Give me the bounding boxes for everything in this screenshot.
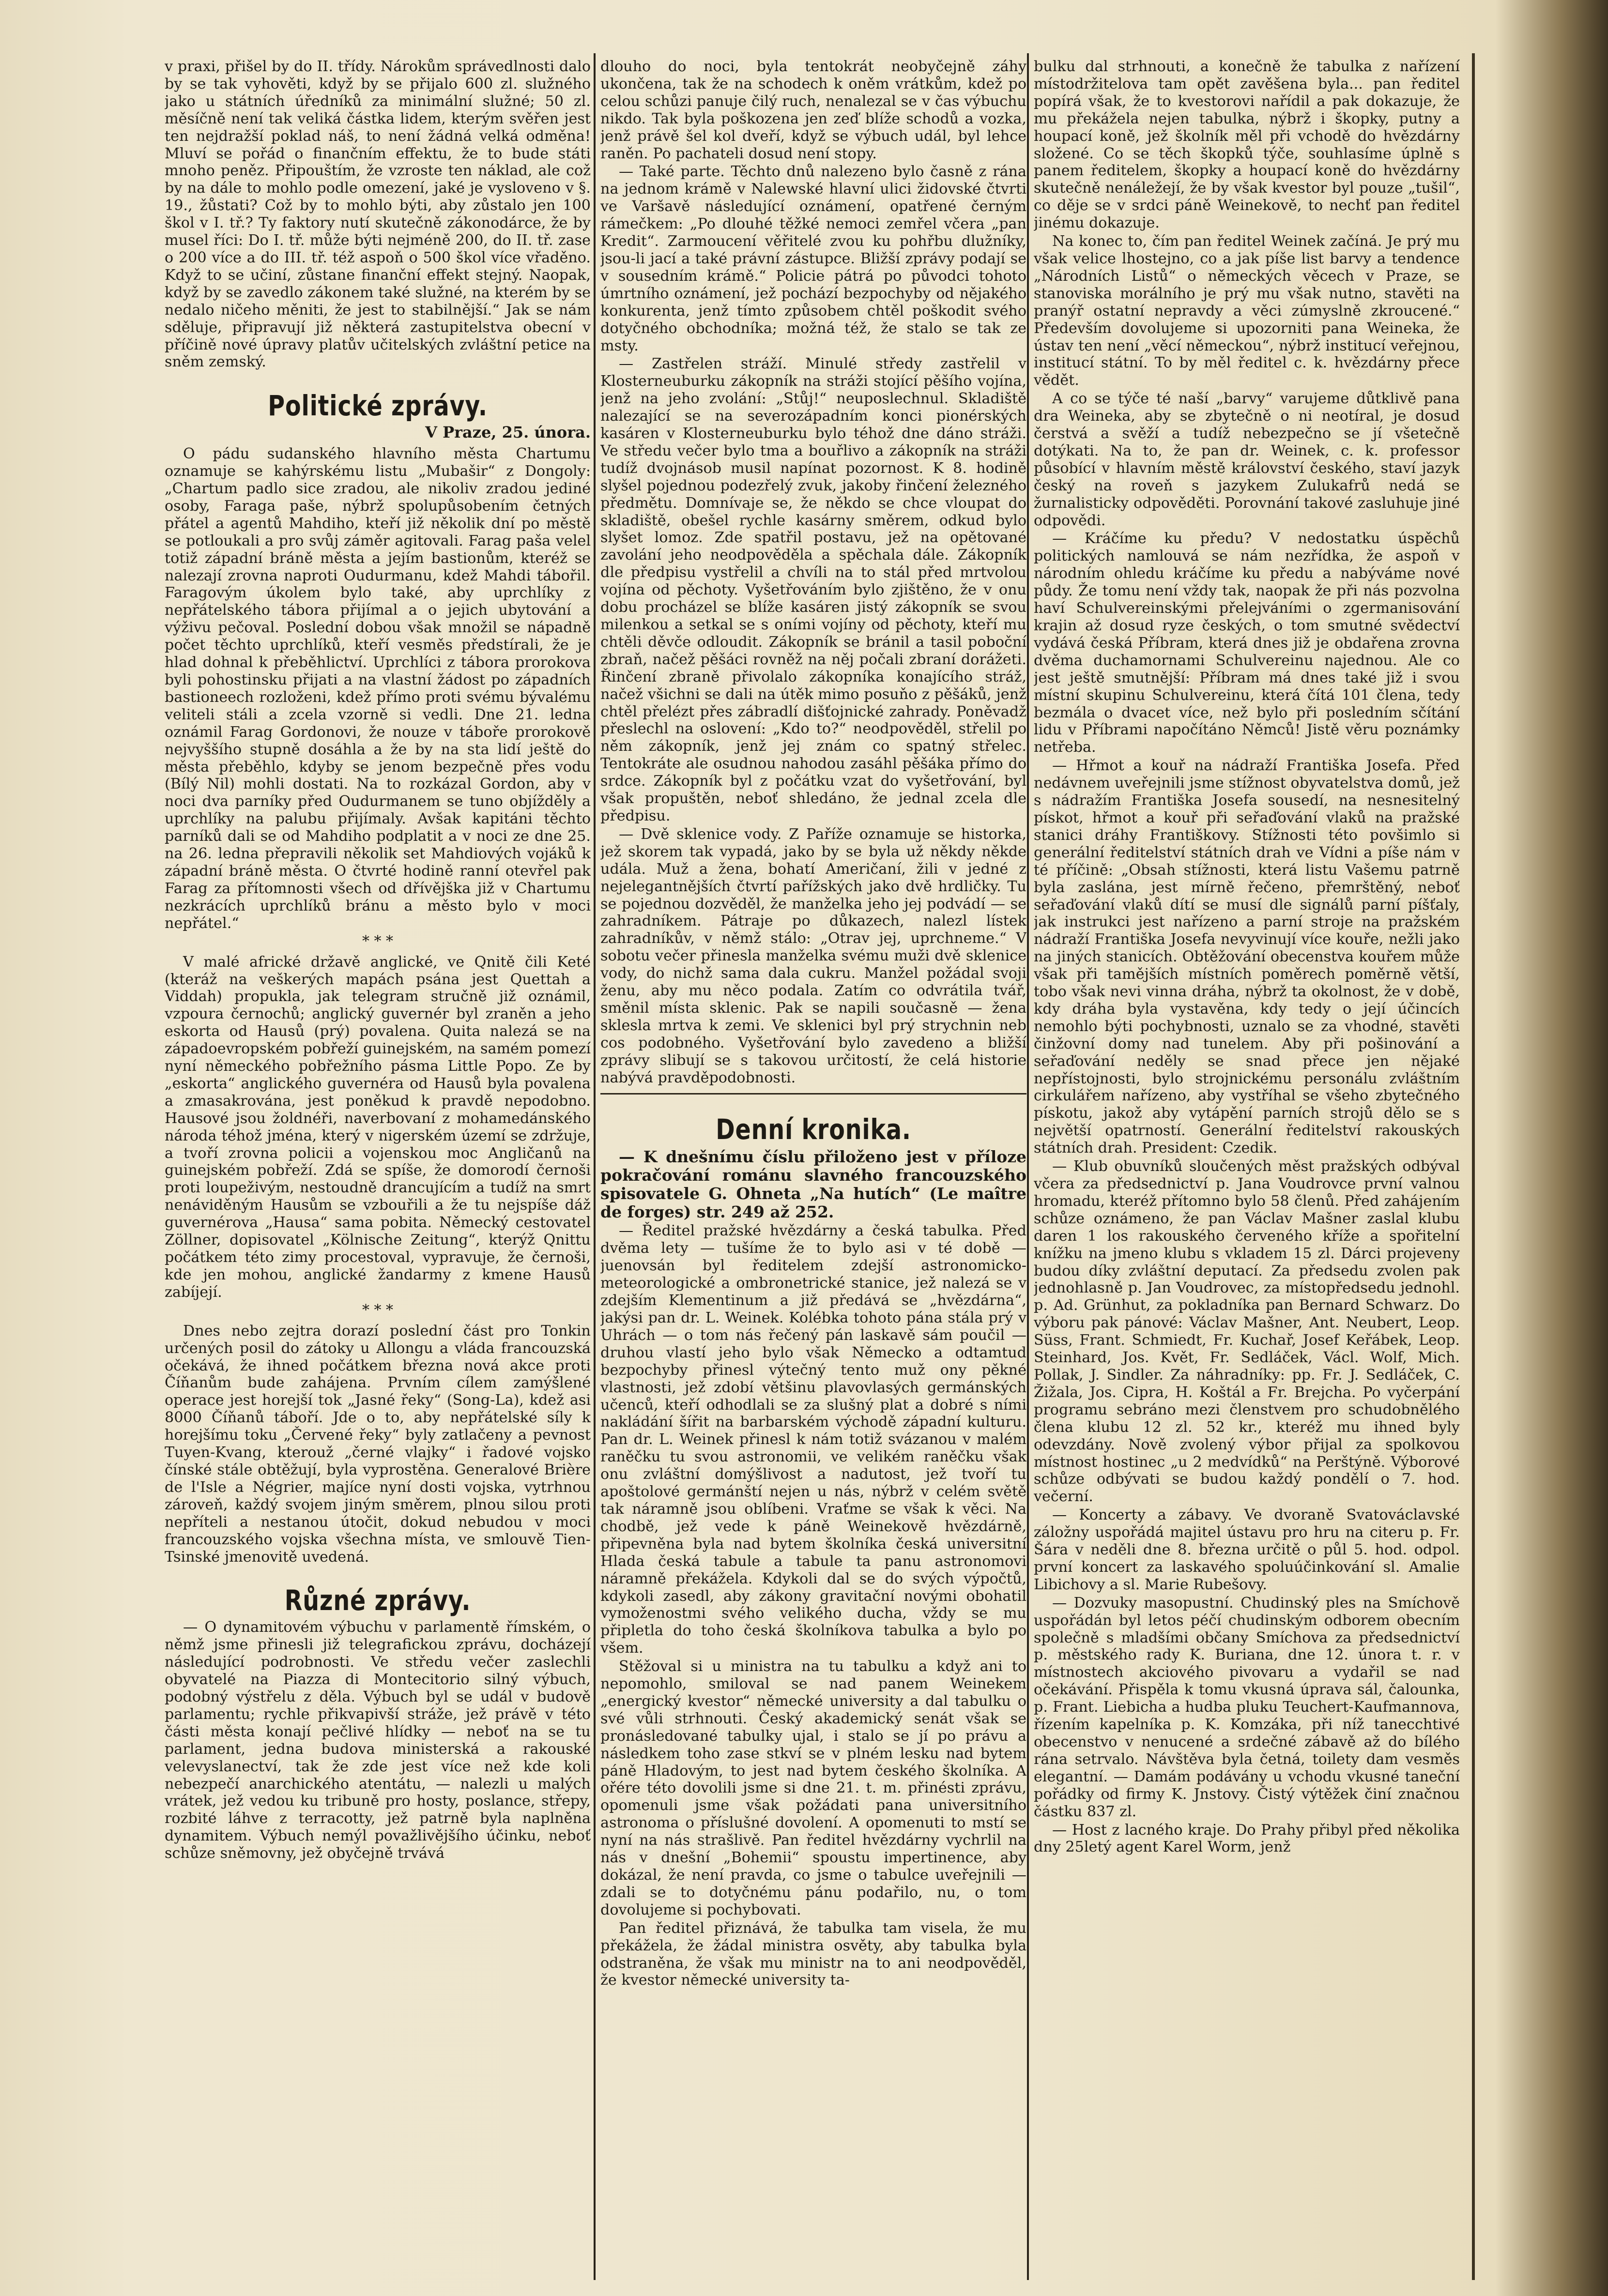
column-rule	[1027, 53, 1029, 2280]
article-paragraph: — Klub obuvníků sloučených měst pražských odbýval včera za předsednictví p. Jana Voudrovce první valnou hromadu, kteréž přítomno bylo 58 členů. Před zahájením schůze oznámeno, že pan Václav Mašner zaslal klubu daren 1 los rakouského červeného kříže a spořitelní knížku na jmeno klubu s vkladem 15 zl. Dárci projeveny budou díky zvláštní deputací. Za předsedu zvolen pak jednohlasně p. Jan Voudrovec, za místopředsedu jednohl. p. Ad. Grünhut, za pokladníka pan Bernard Schwarz. Do výboru pak pánové: Václav Mašner, Ant. Neubert, Leop. Süss, Frant. Schmiedt, Fr. Kuchař, Josef Keřábek, Leop. Steinhard, Jos. Květ, Fr. Sedláček, Václ. Wolf, Mich. Pollak, J. Sindler. Za náhradníky: pp. Fr. J. Sedláček, C. Žižala, Jos. Cipra, H. Koštál a Fr. Brejcha. Po vyčerpání programu sebráno mezi členstvem pro schudobnělého člena klubu 12 zl. 52 kr., kteréž mu ihned byly odevzdány. Nově zvolený výbor přijal za spolkovou místnost hostinec „u 2 medvídků“ na Perštýně. Výborové schůze odbývati se budou každý pondělí o 7. hod. večerní.	[1034, 1158, 1460, 1505]
section-separator-stars: * * *	[362, 932, 394, 950]
section-heading-ruzne-zpravy: Různé zprávy.	[284, 1584, 471, 1617]
article-paragraph: v praxi, přišel by do II. třídy. Nárokům správedlnosti dalo by se tak vyhověti, když by se přijalo 600 zl. služného jako u státních úředníků za minimální služné; 50 zl. měsíčně není tak veliká částka lidem, kterým svěřen jest ten nejdražší poklad náš, to není žádná velká odměna! Mluví se pořád o finančním effektu, že to bude státi mnoho peněz. Připouštím, že vzroste ten náklad, ale což by na dále to mohlo podle omezení, jaké je vysloveno v §. 19., žůstati? Což by to mohlo býti, aby zůstalo jen 100 škol v I. tř.? Ty faktory nutí skutečně zákonodárce, že by musel říci: Do I. tř. může býti nejméně 200, do II. tř. zase o 200 více a do III. tř. též aspoň o 500 škol více vřaděno. Když to se učiní, zůstane finanční effekt stejný. Naopak, když by se zavedlo zákonem také služné, na kterém by se nedalo ničeho měniti, že jest to stabilnější.“ Jak se nám sděluje, připravují již některá zastupitelstva obecní v příčině nové úpravy platův učitelských zvláštní petice na sněm zemský.	[165, 58, 591, 371]
article-paragraph: — Hřmot a kouř na nádraží Františka Josefa. Před nedávnem uveřejnili jsme stížnost obyvatelstva domů, jež s nádražím Františka Josefa sousedí, na nesnesitelný pískot, hřmot a kouř při seřaďování vlaků na pražské stanici dráhy Františkovy. Stížnosti této povšimlo si generální ředitelství státních drah ve Vídni a píše nám v té příčině: „Obsah stížnosti, která listu Vašemu patrně byla zaslána, jest mírně řečeno, přemrštěný, neboť seřaďování vlaků dítí se musí dle signálů parní píšťaly, jak instrukci jest nařízeno a parní stroje na pražském nádraží Františka Josefa nevyvinují více kouře, nežli jako na jiných stanicích. Obtěžování obecenstva kouřem může však při tamějších místních poměrech poměrně větší, tobo však nevi vinna dráha, nýbrž ta okolnost, že v době, kdy dráha byla vystavěna, kdy tedy o její účincích nemohlo býti pochybnosti, uznalo se za vhodné, stavěti činžovní domy nad tunelem. Aby při pošinování a seřaďování neděly se snad přece jen nějaké nepřístojnosti, bylo strojnickému personálu zvláštním cirkulářem nařízeno, aby vystříhal se všeho zbytečného pískotu, jakož aby vytápění parních strojů dělo se s největší opatrností. Generální ředitelství rakouských státních drah. President: Czedik.	[1034, 757, 1460, 1157]
column-rule	[594, 53, 596, 2280]
article-paragraph: — Dozvuky masopustní. Chudinský ples na Smíchově uspořádán byl letos péčí chudinským odborem obecním společně s mladšími občany Smíchova za předsednictví p. městského rady K. Buriana, dne 12. února t. r. v místnostech akciového pivovaru a vydařil se nad očekávání. Přispěla k tomu vkusná úprava sál, čalounka, p. Frant. Liebicha a hudba pluku Teuchert-Kaufmannova, řízením kapelníka p. K. Komzáka, při níž tanecchtivé obecenstvo v nenucené a srdečné zábavě až do bílého rána setrvalo. Návštěva byla četná, toilety dam vesměs elegantní. — Damám podávány u vchodu vkusné taneční pořádky od firmy K. Jnstovy. Čistý výtěžek činí značnou částku 837 zl.	[1034, 1594, 1460, 1820]
column-3	[1034, 58, 1460, 2275]
article-paragraph: — Také parte. Těchto dnů nalezeno bylo časně z rána na jednom krámě v Nalewské hlavní ulici židovské čtvrti ve Varšavě následující oznámení, opatřené černým rámečkem: „Po dlouhé těžké nemoci zemřel včera „pan Kredit“. Zarmoucení věřitelé zvou ku pohřbu dlužníky, jsou-li jací a také právní zástupce. Bližší zprávy podají se v sousedním krámě.“ Policie pátrá po původci tohoto úmrtního oznámení, jež pochází bezpochyby od nějakého konkurenta, jenž tímto způsobem chtěl poškodit svého dotyčného obchodníka; možná též, že stalo se tak ze msty.	[600, 163, 1026, 354]
article-paragraph: bulku dal strhnouti, a konečně že tabulka z nařízení místodržitelova tam opět zavěšena byla... pan ředitel popírá však, že to kvestorovi nařídil a pak dokazuje, že mu překážela nejen tabulka, nýbrž i škopky, putny a houpací koně, jež školník měl při vchodě do hvězdárny složené. Co se těch škopků týče, souhlasíme úplně s panem ředitelem, škopky a houpací koně do hvězdárny skutečně nenáležejí, že by však kvestor byl pouze „tušil“, co děje se v srdci páně Weinekově, to nechť pan ředitel jinému dokazuje.	[1034, 58, 1460, 232]
section-heading-politicke-zpravy: Politické zprávy.	[268, 389, 488, 423]
article-paragraph: — O dynamitovém výbuchu v parlamentě římském, o němž jsme přinesli již telegrafickou zprávu, docházejí následující podrobnosti. Ve středu večer zaslechli obyvatelé na Piazza di Montecitorio silný výbuch, podobný výstřelu z děla. Výbuch byl se udál v budově parlamentu; rychle přikvapivší stráže, jež právě v této části města konají pečlivé hlídky — neboť na se tu parlament, jedna budova ministerská a rakouské velevyslanectví, tak že zde jest více než kde koli nebezpečí anarchického atentátu, — nalezli u malých vrátek, jež vedou ku tribuně pro hosty, poslance, střepy, rozbité láhve z terracotty, jež patrně byla naplněna dynamitem. Výbuch nemýl považlivějšího účinku, neboť schůze sněmovny, jež obyčejně trvává	[165, 1619, 591, 1862]
article-paragraph: — Koncerty a zábavy. Ve dvoraně Svatováclavské záložny uspořádá majitel ústavu pro hru na citeru p. Fr. Šára v neděli dne 8. března určitě o půl 5. hod. odpol. první koncert za laskavého spoluúčinkování sl. Amalie Libichovy a sl. Marie Rubešovy.	[1034, 1506, 1460, 1593]
dateline: V Praze, 25. února.	[425, 423, 591, 442]
announcement-paragraph: — K dnešnímu číslu přiloženo jest v příloze pokračování románu slavného francouzského spisovatele G. Ohneta „Na hutích“ (Le maître de forges) str. 249 až 252.	[600, 1147, 1026, 1222]
article-paragraph: O pádu sudanského hlavního města Chartumu oznamuje se kahýrskému listu „Mubašir“ z Dongoly: „Chartum padlo sice zradou, ale nikoliv zradou jediné osoby, Faraga paše, nýbrž spolupůsobením četných přátel a agentů Mahdiho, kteří již několik dní po městě se potloukali a pro svůj záměr agitovali. Farag paša velel totiž západní bráně města a jejím bastionům, kteréž se nalezají zrovna naproti Oudurmanu, kdež Mahdi tábořil. Faragovým úkolem bylo také, aby uprchlíky z nepřátelského tábora přijímal a o jejich ubytování a výživu pečoval. Poslední dobou však množil se nápadně počet těchto uprchlíků, kteří vesměs předstírali, že je hlad dohnal k přeběhlictví. Uprchlíci z tábora prorokova byli pohostinsku přijati a na vlastní žádost po západních bastioneech rozloženi, kdež přímo proti svému bývalému veliteli stáli a zcela vzorně si vedli. Dne 21. ledna oznámil Farag Gordonovi, že nouze v táboře prorokově nejvyššího stupně dosáhla a že by na sta lidí ještě do města přeběhlo, kdyby se jenom bezpečně přes vodu (Bílý Nil) mohli dostati. Na to rozkázal Gordon, aby v noci dva parníky před Oudurmanem se tuno objížděly a uprchlíky na palubu přijímaly. Avšak kapitáni těchto parníků dali se od Mahdiho podplatit a v noci ze dne 25. na 26. ledna přepravili několik set Mahdiových vojáků k západní bráně města. O čtvrté hodině ranní otevřel pak Farag za přítomnosti všech od dřívějška již v Chartumu nezkrácích uprchlíků bránu a město bylo v moci nepřátel.“	[165, 445, 591, 932]
page-fold-edge	[1472, 53, 1475, 2280]
article-paragraph: Dnes nebo zejtra dorazí poslední část pro Tonkin určených posil do zátoky u Allongu a vláda francouzská očekává, že ihned počátkem března nová akce proti Číňanům bude zahájena. Prvním cílem zamýšlené operace jest horejší tok „Jasné řeky“ (Song-La), kdež asi 8000 Číňanů táboří. Jde o to, aby nepřátelské síly k horejšímu toku „Červené řeky“ byly zatlačeny a pevnost Tuyen-Kvang, kterouž „černé vlajky“ i řadové vojsko čínské stále obtěžují, byla vyprostěna. Generalové Brière de l'Isle a Négrier, majíce nyní dosti vojska, vytrhnou zároveň, každý svojem jiným směrem, plnou silou proti nepříteli a nestanou útočit, dokud nebudou v moci francouzského vojska všechna místa, ve smlouvě Tien-Tsinské jmenovitě uvedená.	[165, 1322, 591, 1566]
section-separator-stars: * * *	[362, 1301, 394, 1319]
heading-rule	[600, 1093, 1026, 1095]
column-1	[165, 58, 591, 2275]
article-paragraph: — Zastřelen stráží. Minulé středy zastřelil v Klosterneuburku zákopník na stráži stojící pěšího vojína, jenž na jeho zvolání: „Stůj!“ neuposlechnul. Skladiště nalezající se na severozápadním konci pionérských kasáren v Klosterneuburku bylo téhož dne dáno stráži. Ve středu večer bylo tma a bouřlivo a zákopník na stráži tudíž dvojnásob musil napínat pozornost. K 8. hodině slyšel pojednou podezřelý zvuk, jakoby řinčení železného předmětu. Domnívaje se, že někdo se chce vloupat do skladiště, obešel rychle kasárny směrem, odkud bylo slyšet lomoz. Zde spatřil postavu, jež na opětované zavolání jeho neodpověděla a spěchala dále. Zákopník dle předpisu vystřelil a chvíli na to stál před mrtvolou vojína od pěchoty. Vyšetřováním bylo zjištěno, že v onu dobu procházel se blíže kasáren jistý zákopník se svou milenkou a setkal se s oními vojíny od pěchoty, kteří mu chtěli děvče odloudit. Zákopník se bránil a tasil poboční zbraň, načež pěšáci rovněž na něj počali zbraní dorážeti. Řinčení zbraně přivolalo zákopníka konajícího stráž, načež všichni se dali na útěk mimo posuňo z pěšáků, jenž chtěl přelézt přes zábradlí dišťojnické zahrady. Poněvadž přeslechl na oslovení: „Kdo to?“ neodpověděl, střelil po něm zákopník, jenž jej znám co spatný střelec. Tentokráte ale osudnou nahodou zasáhl pěšáka přímo do srdce. Zákopník byl z počátku vzat do vyšetřování, byl však propuštěn, neboť shledáno, že jednal zcela dle předpisu.	[600, 355, 1026, 824]
article-paragraph: dlouho do noci, byla tentokrát neobyčejně záhy ukončena, tak že na schodech k oněm vrátkům, kdež po celou schůzi panuje čilý ruch, nenalezal se v čas výbuchu nikdo. Tak byla poškozena jen zeď blíže schodů a vozka, jenž právě šel kol dveří, když se výbuch udál, byl lehce raněn. Po pachateli dosud není stopy.	[600, 58, 1026, 162]
article-paragraph: — Kráčíme ku předu? V nedostatku úspěchů politických namlouvá se nám nezřídka, že aspoň v národním ohledu kráčíme ku předu a nabýváme nové půdy. Že tomu není vždy tak, naopak že při nás pozvolna haví Schulvereinskými přelejváními o zgermanisování krajin až dosud ryze českých, o tom smutné svědectví vydává česká Příbram, která dnes již je obdařena zrovna dvěma duchamornami Schulvereinu najednou. Ale co jest ještě smutnější: Příbram má dnes také již i svou místní skupinu Schulvereinu, která čítá 101 člena, tedy bezmála o dvacet více, než bylo při posledním sčítání lidu v Příbrami napočítáno Němců! Jistě věru poznámky netřeba.	[1034, 530, 1460, 756]
article-paragraph: Stěžoval si u ministra na tu tabulku a když ani to nepomohlo, smiloval se nad panem Weinekem „energický kvestor“ německé university a dal tabulku o své vůli strhnouti. Český akademický senát však se pronásledované tabulky ujal, i stalo se jí po právu a následkem toho zase stkví se v plném lesku nad bytem páně Hladovým, to jest nad bytem českého školníka. A ořére této dovolili jsme si dne 21. t. m. přinésti zprávu, opomenuli jsme však požádati pana universitního astronoma o příslušné dovolení. A opomenuti to mstí se nyní na nás strašlivě. Pan ředitel hvězdárny vychrlil na nás v dnešní „Bohemii“ spoustu impertinence, aby dokázal, že není pravda, co jsme o tabulce uveřejnili — zdali se to dotyčnému pánu podařilo, nu, o tom dovolujeme si pochybovati.	[600, 1658, 1026, 1918]
column-2	[600, 58, 1026, 2275]
article-paragraph: — Dvě sklenice vody. Z Paříže oznamuje se historka, jež skorem tak vypadá, jako by se byla už někdy někde udála. Muž a žena, bohatí Američaní, žili v jedné z nejelegantnějších čtvrtí pařížských jako dvě hrdličky. Tu se pojednou dozvěděl, že manželka jeho jej podvádí — se zahradníkem. Pátraje po důkazech, nalezl lístek zahradníkův, v němž stálo: „Otrav jej, uprchneme.“ V sobotu večer přinesla manželka svému muži dvě sklenice vody, do nichž sama dala cukru. Manžel požádal svoji ženu, aby mu něco podala. Zatím co odvrátila tvář, směnil místa sklenic. Pak se napili současně — žena sklesla mrtva k zemi. Ve sklenici byl prý strychnin neb cos podobného. Vyšetřování bylo zavedeno a bližší zprávy slibují se s takovou určitostí, že celá historie nabývá pravděpodobnosti.	[600, 825, 1026, 1086]
article-paragraph: V malé africké državě anglické, ve Qnitě čili Keté (kteráž na veškerých mapách psána jest Quettah a Viddah) propukla, jak telegram stručně již oznámil, vzpoura černochů; anglický guvernér byl zraněn a jeho eskorta od Hausů (prý) povalena. Quita nalezá se na západoevropském pobřeží guinejském, na samém pomezí nyní německého pobřežního pásma Little Popo. Ze by „eskorta“ anglického guvernéra od Hausů byla povalena a zmasakrována, jest poněkud k pravdě nepodobno. Hausové jsou žoldnéři, naverbovaní z mohamedánského národa téhož jména, který v nigerském území se zdržuje, a tvoří zrovna policii a vojenskou moc Angličanů na guinejském pobřeží. Zdá se spíše, že domorodí černoši proti loupeživým, nestoudně drancujícím a tudíž na smrt nenáviděným Hausům se vzbouřili a že tu nejspíše dáž guvernérova „Hausa“ sama pobita. Německý cestovatel Zöllner, dopisovatel „Kölnische Zeitung“, kterýž Qnittu počátkem této zimy procestoval, vypravuje, že černoši, kde jen mohou, anglické žandarmy z kmene Hausů zabíjejí.	[165, 953, 591, 1301]
article-paragraph: Na konec to, čím pan ředitel Weinek začíná. Je prý mu však velice lhostejno, co a jak píše list barvy a tendence „Národních Listů“ o německých věcech v Praze, se stanoviska morálního je prý mu však nutno, stavěti na pranýř ostatní nepravdy a věci zúmyslně zkroucené.“ Především dovolujeme si upozorniti pana Weineka, že ústav ten není „věcí německou“, nýbrž institucí veřejnou, institucí státní. To by měl ředitel c. k. hvězdárny přece vědět.	[1034, 233, 1460, 389]
article-paragraph: Pan ředitel přiznává, že tabulka tam visela, že mu překážela, že žádal ministra osvěty, aby tabulka byla odstraněna, že však mu ministr na to ani neodpověděl, že kvestor německé university ta-	[600, 1919, 1026, 1989]
article-paragraph: A co se týče té naší „barvy“ varujeme důtklivě pana dra Weineka, aby se zbytečně o ni neotíral, je dosud čerstvá a svěží a tudíž nebezpečno se jí všetečně dotýkati. Na to, že pan dr. Weinek, c. k. professor působící v hlavním městě království českého, staví jazyk český na roveň s jazykem Zulukafrů nedá se žurnalisticky odpověděti. Porovnání takové zasluhuje jiné odpovědi.	[1034, 390, 1460, 529]
section-heading-denni-kronika: Denní kronika.	[716, 1113, 911, 1146]
article-paragraph: — Host z lacného kraje. Do Prahy přibyl před několika dny 25letý agent Karel Worm, jenž	[1034, 1821, 1460, 1856]
article-paragraph: — Ředitel pražské hvězdárny a česká tabulka. Před dvěma lety — tušíme že to bylo asi v té době — juenovsán byl ředitelem zdejší astronomicko-meteorologické a ombronetrické stanice, jež nalezá se v zdejším Klementinum a již předává se „hvězdárna“, jakýsi pan dr. L. Weinek. Kolébka tohoto pána stála prý v Uhrách — o tom nás řečený pán laskavě sám poučil — druhou vlastí jeho bylo však Německo a odtamtud bezpochyby přinesl výtečný tento muž ony pěkné vlastnosti, jež zdobí většinu plavovlasých germánských učenců, kteří odhodlali se za slušný plat a dobré s ními nakládání šířit na barbarském východě západní kulturu. Pan dr. L. Weinek přinesl k nám totiž svázanou v malém raněčku tu svou astronomii, ve velikém raněčku však onu zvláštní domýšlivost a nadutost, jež tvoří tu apoštolové germánští nejen u nás, nýbrž v celém světě tak náramně jsou oblíbeni. Vraťme se však k věci. Na chodbě, jež vede k páně Weinekově hvězdárně, připevněna byla nad bytem školníka česká universitní Hlada česká tabule a tabule ta panu astronomovi náramně překážela. Kdykoli dal se do svých výpočtů, kdykoli zasedl, aby zákony gravitační novými obohatil vymoženostmi svého velikého ducha, vždy se mu připletla do toho česká školníkova tabulka a bylo po všem.	[600, 1222, 1026, 1657]
